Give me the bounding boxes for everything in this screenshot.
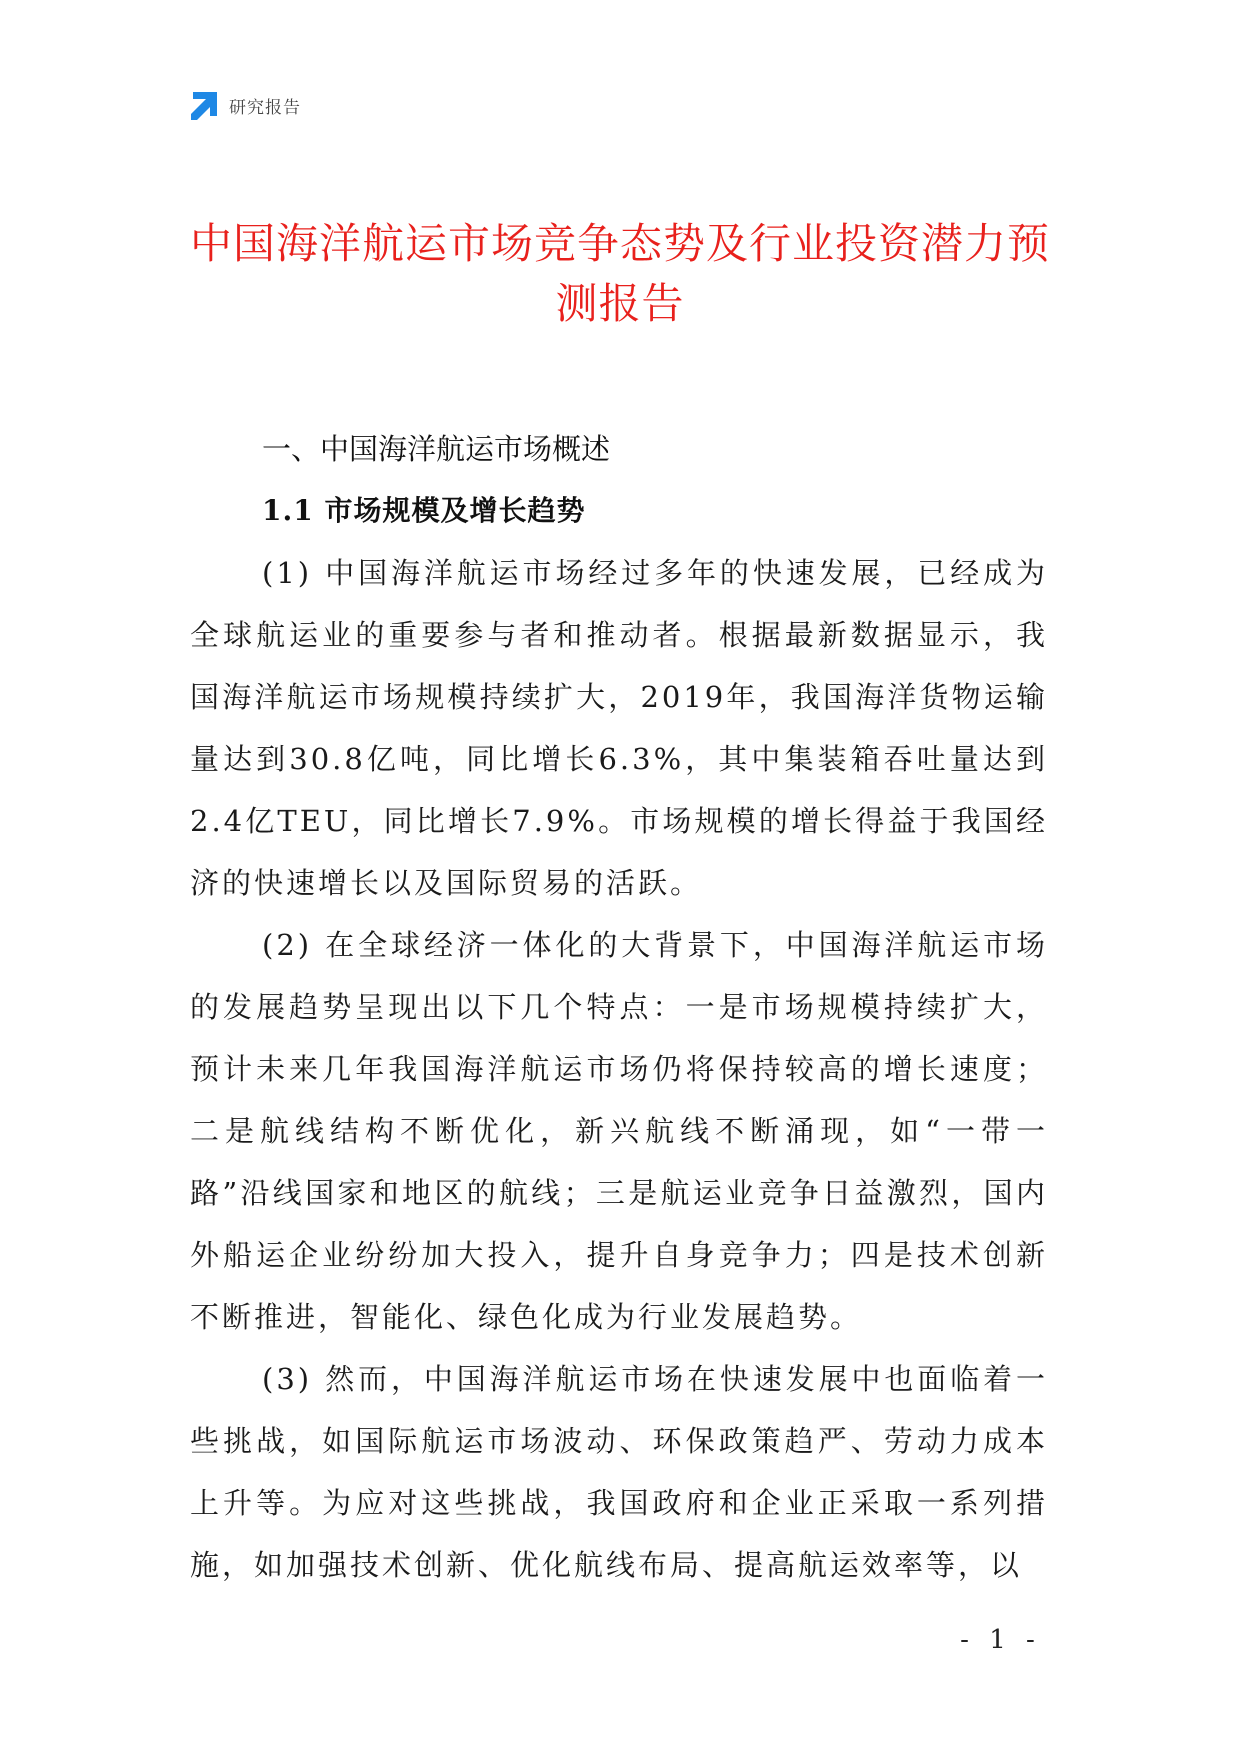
paragraph: (1) 中国海洋航运市场经过多年的快速发展，已经成为全球航运业的重要参与者和推动者。根据最新数据显示，我国海洋航运市场规模持续扩大，2019年，我国海洋货物运输量达到30.8亿吨，同比增长6.3%，其中集装箱吞吐量达到2.4亿TEU，同比增长7.9%。市场规模的增长得益于我国经济的快速增长以及国际贸易的活跃。 [190,556,1048,900]
paragraph: (2) 在全球经济一体化的大背景下，中国海洋航运市场的发展趋势呈现出以下几个特点：一是市场规模持续扩大，预计未来几年我国海洋航运市场仍将保持较高的增长速度；二是航线结构不断优化，新兴航线不断涌现，如“一带一路”沿线国家和地区的航线；三是航运业竞争日益激烈，国内外船运企业纷纷加大投入，提升自身竞争力；四是技术创新不断推进，智能化、绿色化成为行业发展趋势。 [190,928,1048,1334]
header-label: 研究报告 [229,97,301,118]
arrow-up-right-icon [189,90,219,120]
document-title: 中国海洋航运市场竞争态势及行业投资潜力预测报告 [189,219,1050,328]
page-number: - 1 - [960,1625,1041,1655]
paragraph: (3) 然而，中国海洋航运市场在快速发展中也面临着一些挑战，如国际航运市场波动、环保政策趋严、劳动力成本上升等。为应对这些挑战，我国政府和企业正采取一系列措施，如加强技术创新、优化航线布局、提高航运效率等，以 [190,1362,1048,1582]
document-header [189,88,301,122]
section-heading: 一、中国海洋航运市场概述 [262,432,611,466]
subsection-heading: 1.1 市场规模及增长趋势 [262,494,586,527]
document-body [190,418,1048,1596]
